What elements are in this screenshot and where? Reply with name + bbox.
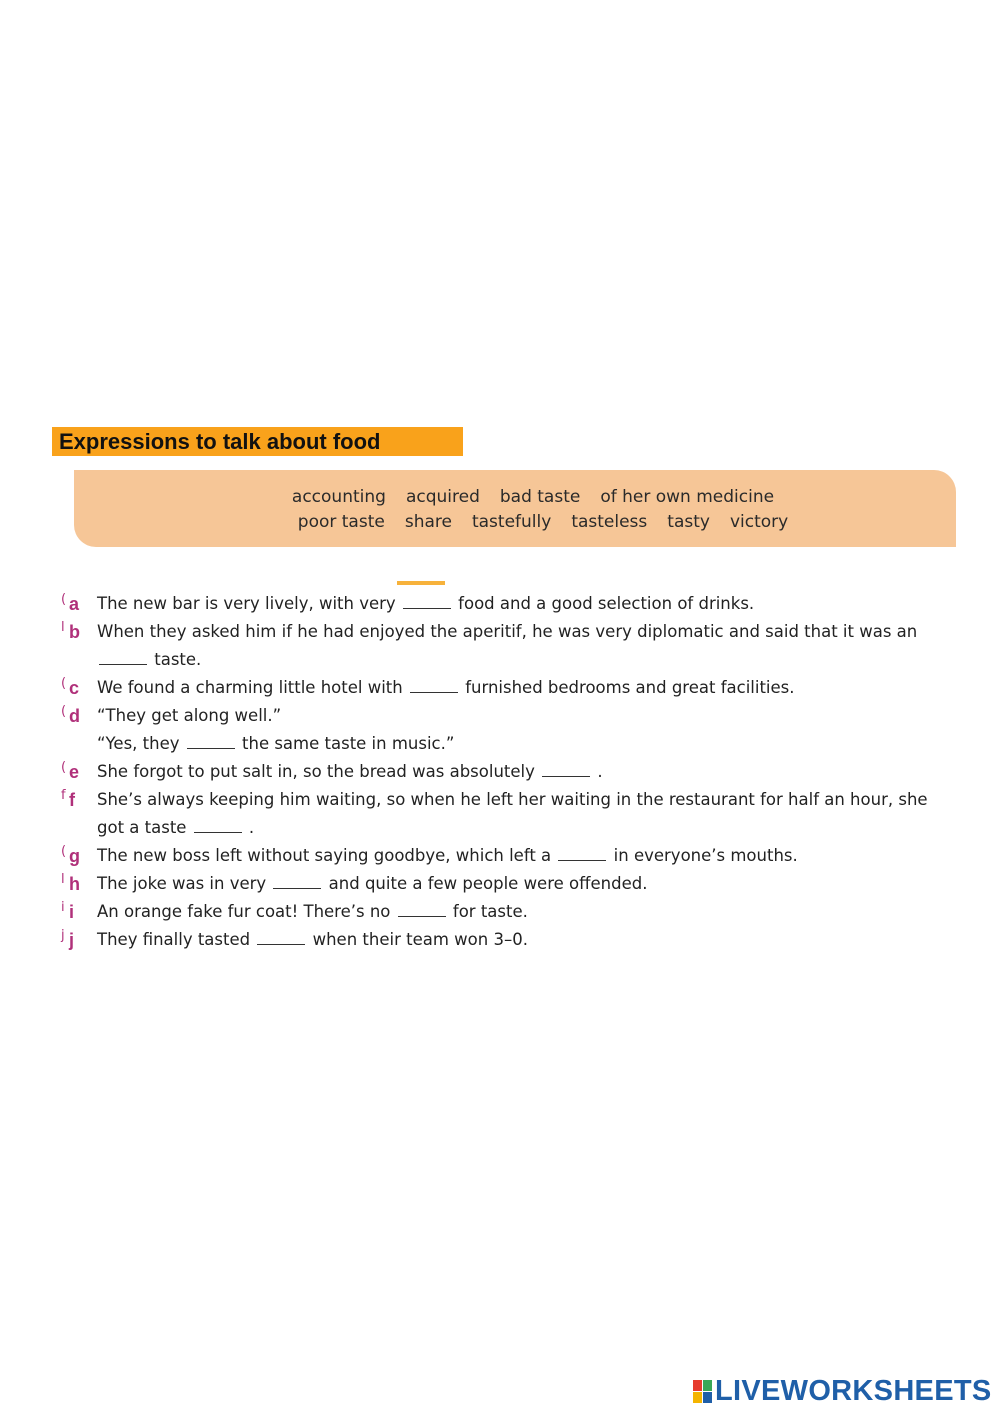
exercise-line bbox=[0, 898, 1000, 926]
exercise-text bbox=[97, 674, 795, 702]
exercise-item bbox=[0, 702, 1000, 758]
word-option: tasty bbox=[667, 512, 710, 532]
answer-blank[interactable] bbox=[194, 818, 242, 833]
exercise-line bbox=[0, 926, 1000, 954]
word-option: tasteless bbox=[571, 512, 648, 532]
word-option: of her own medicine bbox=[600, 487, 775, 507]
exercise-line bbox=[0, 618, 1000, 646]
text-segment: When they asked him if he had enjoyed the aperitif, he was very diplomatic and said that it was an bbox=[97, 622, 918, 641]
text-segment: She’s always keeping him waiting, so when he left her waiting in the restaurant for half an hour, she bbox=[97, 790, 928, 809]
logo-icon bbox=[693, 1379, 713, 1403]
text-segment: We found a charming little hotel with bbox=[97, 678, 408, 697]
exercise-text bbox=[97, 730, 454, 758]
liveworksheets-logo bbox=[693, 1375, 992, 1407]
tick-mark: ( bbox=[61, 760, 67, 775]
answer-blank[interactable] bbox=[410, 678, 458, 693]
exercise-text bbox=[97, 926, 528, 954]
exercise-letter: c bbox=[69, 678, 80, 698]
section-title: Expressions to talk about food bbox=[59, 429, 381, 454]
exercise-letter: i bbox=[69, 902, 75, 922]
exercise-text bbox=[97, 702, 281, 730]
answer-blank[interactable] bbox=[403, 594, 451, 609]
text-segment: got a taste bbox=[97, 818, 192, 837]
logo-square bbox=[703, 1392, 712, 1403]
text-segment: “Yes, they bbox=[97, 734, 185, 753]
text-segment: An orange fake fur coat! There’s no bbox=[97, 902, 396, 921]
exercise-list bbox=[0, 590, 1000, 954]
text-segment: . bbox=[243, 818, 255, 837]
word-option: victory bbox=[729, 512, 789, 532]
word-option: acquired bbox=[405, 487, 480, 507]
text-segment: when their team won 3–0. bbox=[307, 930, 528, 949]
text-segment: for taste. bbox=[447, 902, 528, 921]
exercise-item bbox=[0, 590, 1000, 618]
exercise-text bbox=[97, 618, 917, 646]
exercise-line bbox=[0, 590, 1000, 618]
answer-blank[interactable] bbox=[542, 762, 590, 777]
tab-marker bbox=[397, 581, 445, 585]
text-segment: The new bar is very lively, with very bbox=[97, 594, 401, 613]
word-option: share bbox=[404, 512, 452, 532]
exercise-text bbox=[97, 758, 603, 786]
word-box-line-1 bbox=[74, 487, 956, 507]
tick-mark: ( bbox=[61, 704, 67, 719]
exercise-letter: j bbox=[69, 930, 75, 950]
exercise-text bbox=[97, 814, 254, 842]
exercise-item bbox=[0, 758, 1000, 786]
exercise-line bbox=[0, 646, 1000, 674]
text-segment: . bbox=[592, 762, 603, 781]
text-segment: taste. bbox=[149, 650, 202, 669]
tick-mark: ( bbox=[61, 676, 67, 691]
exercise-item bbox=[0, 786, 1000, 842]
logo-square bbox=[693, 1392, 702, 1403]
word-box bbox=[74, 470, 956, 547]
text-segment: They finally tasted bbox=[97, 930, 256, 949]
exercise-text bbox=[97, 590, 754, 618]
exercise-letter: g bbox=[69, 846, 80, 866]
answer-blank[interactable] bbox=[398, 902, 446, 917]
exercise-text bbox=[97, 842, 798, 870]
exercise-line bbox=[0, 870, 1000, 898]
answer-blank[interactable] bbox=[187, 734, 235, 749]
tick-mark: j bbox=[61, 928, 65, 943]
exercise-letter: d bbox=[69, 706, 80, 726]
text-segment: and quite a few people were offended. bbox=[323, 874, 648, 893]
word-option: tastefully bbox=[471, 512, 552, 532]
exercise-item bbox=[0, 926, 1000, 954]
exercise-item bbox=[0, 898, 1000, 926]
answer-blank[interactable] bbox=[99, 650, 147, 665]
text-segment: in everyone’s mouths. bbox=[608, 846, 798, 865]
exercise-line bbox=[0, 842, 1000, 870]
exercise-line bbox=[0, 758, 1000, 786]
text-segment: the same taste in music.” bbox=[236, 734, 455, 753]
exercise-line bbox=[0, 814, 1000, 842]
text-segment: The new boss left without saying goodbye, which left a bbox=[97, 846, 557, 865]
exercise-item bbox=[0, 870, 1000, 898]
tick-mark: l bbox=[61, 872, 65, 887]
text-segment: She forgot to put salt in, so the bread was absolutely bbox=[97, 762, 541, 781]
exercise-text bbox=[97, 898, 528, 926]
text-segment: “They get along well.” bbox=[97, 706, 282, 725]
answer-blank[interactable] bbox=[558, 846, 606, 861]
text-segment: food and a good selection of drinks. bbox=[452, 594, 755, 613]
word-option: poor taste bbox=[297, 512, 385, 532]
answer-blank[interactable] bbox=[257, 930, 305, 945]
word-option: bad taste bbox=[499, 487, 581, 507]
section-title-bar bbox=[52, 427, 463, 456]
text-segment: The joke was in very bbox=[97, 874, 272, 893]
answer-blank[interactable] bbox=[273, 874, 321, 889]
text-segment: furnished bedrooms and great facilities. bbox=[459, 678, 795, 697]
word-option: accounting bbox=[291, 487, 386, 507]
exercise-letter: e bbox=[69, 762, 80, 782]
exercise-text bbox=[97, 646, 201, 674]
logo-square bbox=[693, 1380, 702, 1391]
exercise-letter: a bbox=[69, 594, 80, 614]
exercise-line bbox=[0, 702, 1000, 730]
exercise-text bbox=[97, 870, 647, 898]
exercise-item bbox=[0, 618, 1000, 674]
tick-mark: l bbox=[61, 620, 65, 635]
logo-text: LIVEWORKSHEETS bbox=[715, 1375, 992, 1407]
logo-square bbox=[703, 1380, 712, 1391]
exercise-line bbox=[0, 730, 1000, 758]
exercise-letter: f bbox=[69, 790, 75, 810]
tick-mark: ( bbox=[61, 592, 67, 607]
exercise-item bbox=[0, 674, 1000, 702]
exercise-item bbox=[0, 842, 1000, 870]
tick-mark: f bbox=[61, 788, 66, 803]
exercise-line bbox=[0, 674, 1000, 702]
word-box-line-2 bbox=[74, 512, 956, 532]
exercise-line bbox=[0, 786, 1000, 814]
exercise-letter: h bbox=[69, 874, 80, 894]
tick-mark: i bbox=[61, 900, 65, 915]
exercise-letter: b bbox=[69, 622, 80, 642]
tick-mark: ( bbox=[61, 844, 67, 859]
exercise-text bbox=[97, 786, 928, 814]
